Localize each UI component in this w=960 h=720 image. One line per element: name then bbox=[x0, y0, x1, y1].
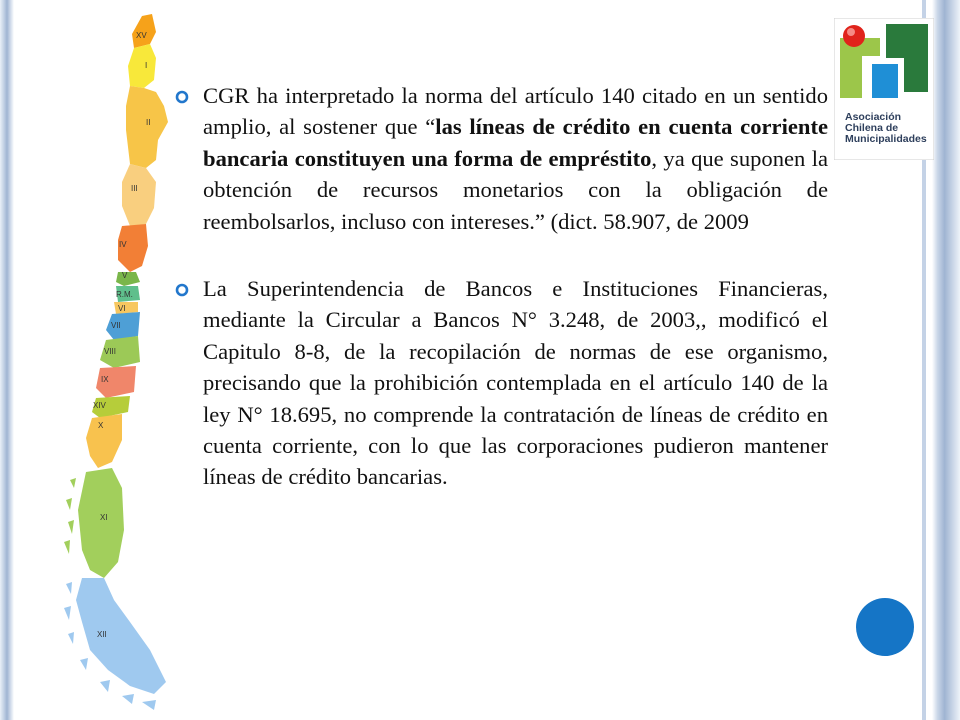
map-region-x bbox=[86, 414, 122, 468]
bullet-cgr-text-end: , ya que suponen la obtención de recursos monetarios con la obligación de reembolsarlos, incluso con intereses.” (dict. 58.907, de 2009 bbox=[203, 145, 828, 234]
map-region-xii bbox=[76, 578, 166, 694]
bullet-cgr-text-start: CGR ha interpretado la norma del artículo 140 citado en un sentido amplio, al sostener que “ bbox=[203, 83, 828, 140]
map-label-iv: IV bbox=[119, 240, 127, 249]
bullet-item-cgr bbox=[172, 80, 828, 237]
map-label-i: I bbox=[145, 61, 148, 70]
map-label-vi: VI bbox=[118, 304, 126, 313]
bullet-list bbox=[172, 80, 828, 493]
map-label-xi: XI bbox=[100, 513, 108, 522]
map-label-xiv: XIV bbox=[93, 401, 106, 410]
bullet-superintendencia-text: La Superintendencia de Bancos e Instituciones Financieras, mediante la Circular a Bancos N° 3.248, de 2003,, modificó el Capitulo 8-8, de la recopilación de normas de ese organismo, precisando que la prohibición contemplada en el artículo 140 de la ley N° 18.695, no comprende la contratación de líneas de crédito en cuenta corriente, con lo que las corporaciones pudieron mantener líneas de crédito bancarias. bbox=[203, 276, 828, 490]
map-label-ii: II bbox=[146, 118, 151, 127]
map-label-v: V bbox=[122, 271, 128, 280]
map-region-iii bbox=[122, 164, 156, 226]
map-label-iii: III bbox=[131, 184, 138, 193]
map-label-vii: VII bbox=[111, 321, 121, 330]
map-region-xi bbox=[78, 468, 124, 578]
bullet-cgr-text-bold: las líneas de crédito en cuenta corriente bancaria constituyen una forma de empréstito bbox=[203, 114, 828, 171]
decorative-blue-circle bbox=[856, 598, 914, 656]
map-label-xv: XV bbox=[136, 31, 147, 40]
map-label-rm: R.M. bbox=[116, 290, 133, 299]
map-region-i bbox=[128, 44, 156, 88]
logo-caption bbox=[845, 112, 940, 145]
map-region-v bbox=[116, 272, 140, 286]
logo-caption-line-1: Asociación bbox=[845, 111, 902, 123]
left-border-stripe bbox=[0, 0, 14, 720]
map-label-viii: VIII bbox=[104, 347, 117, 356]
logo-caption-line-3: Municipalidades bbox=[845, 133, 927, 145]
map-label-xii: XII bbox=[97, 630, 107, 639]
bullet-ring-icon bbox=[175, 90, 189, 104]
logo-caption-line-2: Chilena de bbox=[845, 122, 899, 134]
right-border-stripe bbox=[932, 0, 960, 720]
map-region-ii bbox=[126, 86, 168, 168]
chile-regions-map bbox=[60, 10, 190, 715]
map-label-ix: IX bbox=[101, 375, 109, 384]
bullet-ring-icon bbox=[175, 283, 189, 297]
map-label-x: X bbox=[98, 421, 104, 430]
bullet-item-superintendencia bbox=[172, 273, 828, 493]
